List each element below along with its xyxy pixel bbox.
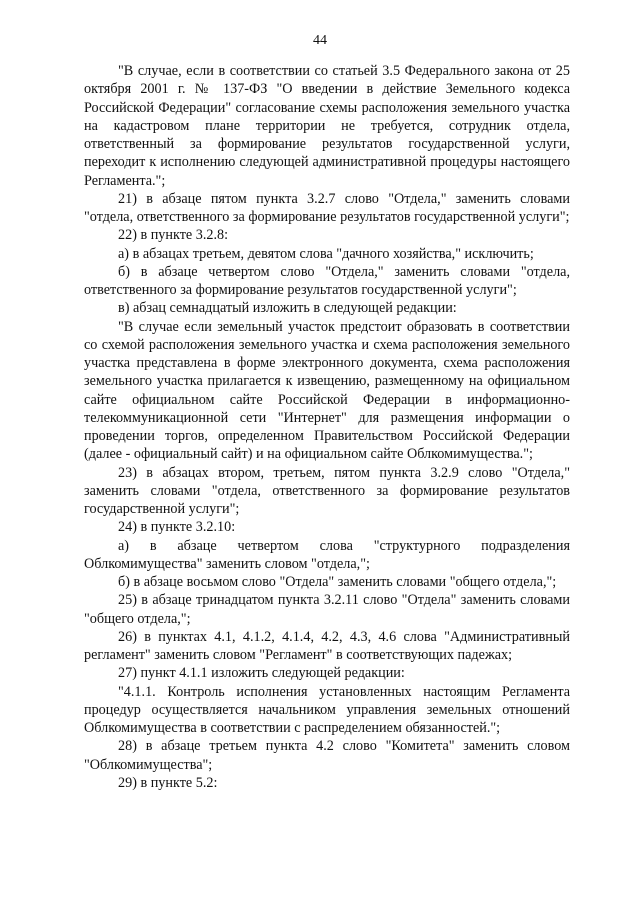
- paragraph-item-26: 26) в пунктах 4.1, 4.1.2, 4.1.4, 4.2, 4.3, 4.6 слова "Административный регламент" заменить словом "Регламент" в соответствующих падежах;: [84, 628, 570, 663]
- paragraph-item-22: 22) в пункте 3.2.8:: [118, 227, 229, 244]
- paragraph-item-22b: б) в абзаце четвертом слово "Отдела," заменить словами "отдела, ответственного за формирование результатов государственной услуги";: [84, 263, 570, 298]
- paragraph-item-22c: в) абзац семнадцатый изложить в следующей редакции:: [118, 300, 457, 317]
- document-body: [84, 62, 570, 792]
- paragraph-item-21: 21) в абзаце пятом пункта 3.2.7 слово "Отдела," заменить словами "отдела, ответственного за формирование результатов государственной услуги";: [84, 190, 570, 225]
- paragraph-quote-procedure: "В случае, если в соответствии со статьей 3.5 Федерального закона от 25 октября 2001 г. № 137-ФЗ "О введении в действие Земельного кодекса Российской Федерации" согласование схемы расположения земельного участка на кадастровом плане территории не требуется, сотрудник отдела, ответственный за формирование результатов государственной услуги, переходит к исполнению следующей административной процедуры настоящего Регламента.";: [84, 63, 570, 189]
- page-number: 44: [313, 33, 327, 48]
- paragraph-quote-land-plot: "В случае если земельный участок предстоит образовать в соответствии со схемой расположения земельного участка и схема расположения земельного участка представлена в форме электронного документа, схема расположения земельного участка прилагается к извещению, размещенному на официальном сайте официальном сайте Российской Федерации в информационно-телекоммуникационной сети "Интернет" для размещения информации о проведении торгов, определенном Правительством Российской Федерации (далее - официальный сайт) и на официальном сайте Облкомимущества.";: [84, 318, 570, 463]
- paragraph-item-24b: б) в абзаце восьмом слово "Отдела" заменить словами "общего отдела,";: [118, 574, 557, 590]
- paragraph-quote-4-1-1: "4.1.1. Контроль исполнения установленных настоящим Регламента процедур осуществляется начальником управления земельных отношений Облкомимущества в соответствии с распределением обязанностей.";: [84, 683, 570, 736]
- paragraph-item-25: 25) в абзаце тринадцатом пункта 3.2.11 слово "Отдела" заменить словами "общего отдела,";: [84, 592, 570, 627]
- paragraph-item-27: 27) пункт 4.1.1 изложить следующей редакции:: [118, 665, 405, 682]
- paragraph-item-23: 23) в абзацах втором, третьем, пятом пункта 3.2.9 слово "Отдела," заменить словами "отдела, ответственного за формирование результатов государственной услуги";: [84, 464, 570, 517]
- paragraph-item-24: 24) в пункте 3.2.10:: [118, 519, 236, 536]
- paragraph-item-24a: а) в абзаце четвертом слова "структурного подразделения Облкомимущества" заменить словом "отдела,";: [84, 537, 570, 572]
- paragraph-item-29: 29) в пункте 5.2:: [118, 774, 218, 791]
- paragraph-item-28: 28) в абзаце третьем пункта 4.2 слово "Комитета" заменить словом "Облкомимущества";: [84, 738, 570, 773]
- paragraph-item-22a: а) в абзацах третьем, девятом слова "дачного хозяйства," исключить;: [118, 245, 534, 262]
